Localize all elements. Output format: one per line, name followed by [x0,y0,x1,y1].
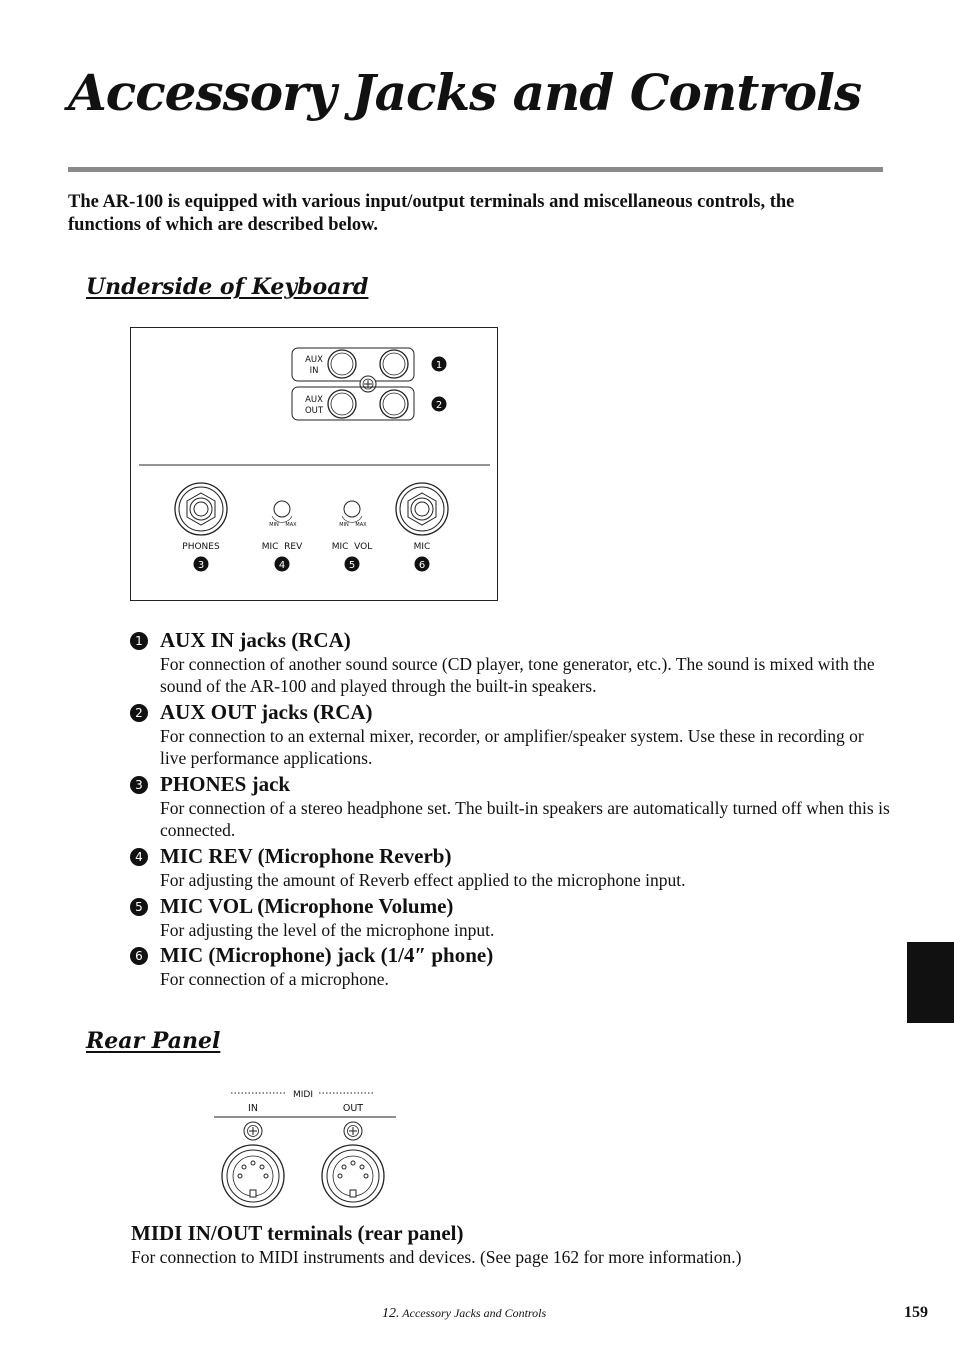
svg-text:4: 4 [278,560,286,571]
item-title: AUX IN jacks (RCA) [160,628,351,652]
midi-in-label: IN [248,1103,258,1114]
callout-2 [432,397,447,412]
aux-out-left-jack [328,390,356,418]
aux-in-label-top: AUX [305,355,323,365]
aux-in-label-bottom: IN [309,366,319,376]
aux-out-label-bottom: OUT [304,406,324,416]
page-number: 159 [904,1304,928,1321]
page-title: Accessory Jacks and Controls [68,63,862,122]
mic-vol-knob [342,501,362,522]
aux-out-right-jack [380,390,408,418]
title-rule [68,167,883,172]
phones-label: PHONES [182,542,220,552]
item-title: MIC (Microphone) jack (1/4″ phone) [160,943,494,967]
midi-out-port [322,1145,384,1207]
item-title: PHONES jack [160,772,291,796]
item-number-badge: 1 [130,632,148,650]
item-description: For adjusting the level of the microphone input. [160,920,495,940]
item-description: For connection of a microphone. [160,969,389,989]
callout-3 [194,557,209,572]
footer-chapter-title: Accessory Jacks and Controls [402,1306,547,1320]
midi-group-label: MIDI [292,1090,314,1100]
callout-1 [432,357,447,372]
footer-chapter [382,1306,546,1322]
midi-terminals-diagram [206,1082,406,1212]
item-number-badge: 5 [130,898,148,916]
jack-descriptions-list [130,628,890,993]
midi-out-label: OUT [342,1103,364,1114]
aux-in-right-jack [380,350,408,378]
item-description: For connection of a stereo headphone set. The built-in speakers are automatically turned off when this is connected. [160,798,890,840]
item-description: For connection to an external mixer, recorder, or amplifier/speaker system. Use these in recording or live performance applications. [160,726,864,768]
list-item [130,628,890,700]
panel-screw-icon [360,376,376,392]
callout-5 [345,557,360,572]
midi-out-screw-icon [344,1122,362,1140]
mic-rev-label: MIC REV [261,542,303,552]
mic-rev-max: MAX [285,522,297,528]
list-item [130,844,890,894]
mic-vol-label: MIC VOL [331,542,373,552]
item-description: For connection of another sound source (CD player, tone generator, etc.). The sound is mixed with the sound of the AR-100 and played through the built-in speakers. [160,654,875,696]
list-item [130,943,890,993]
midi-in-screw-icon [244,1122,262,1140]
item-title: AUX OUT jacks (RCA) [160,700,373,724]
midi-diagram-svg [206,1082,406,1212]
svg-text:3: 3 [197,560,205,571]
midi-section-title: MIDI IN/OUT terminals (rear panel) [131,1221,464,1245]
chapter-edge-tab [907,942,954,1023]
aux-out-label-top: AUX [305,395,323,405]
mic-rev-knob [272,501,292,522]
aux-in-left-jack [328,350,356,378]
mic-vol-min: MIN [339,522,349,528]
svg-text:2: 2 [435,400,443,411]
mic-vol-max: MAX [355,522,367,528]
item-number-badge: 6 [130,947,148,965]
underside-panel-diagram [130,327,498,601]
item-title: MIC REV (Microphone Reverb) [160,844,452,868]
mic-label: MIC [413,542,431,552]
midi-in-port [222,1145,284,1207]
mic-rev-min: MIN [269,522,279,528]
item-title: MIC VOL (Microphone Volume) [160,894,454,918]
section-heading-rear: Rear Panel [86,1028,221,1054]
phones-jack [175,483,227,535]
section-heading-underside: Underside of Keyboard [86,274,369,300]
midi-section-description: For connection to MIDI instruments and devices. (See page 162 for more information.) [131,1247,742,1267]
intro-paragraph: The AR-100 is equipped with various input/output terminals and miscellaneous controls, the functions of which are described below. [68,192,795,235]
list-item [130,894,890,943]
footer-chapter-number: 12. [382,1306,400,1321]
mic-jack [396,483,448,535]
item-number-badge: 2 [130,704,148,722]
svg-text:1: 1 [435,360,443,371]
callout-6 [415,557,430,572]
callout-4 [275,557,290,572]
list-item [130,700,890,772]
item-number-badge: 3 [130,776,148,794]
item-description: For adjusting the amount of Reverb effect applied to the microphone input. [160,870,686,890]
item-number-badge: 4 [130,848,148,866]
svg-text:5: 5 [348,560,356,571]
list-item [130,772,890,844]
underside-panel-svg [131,328,497,600]
svg-text:6: 6 [418,560,426,571]
